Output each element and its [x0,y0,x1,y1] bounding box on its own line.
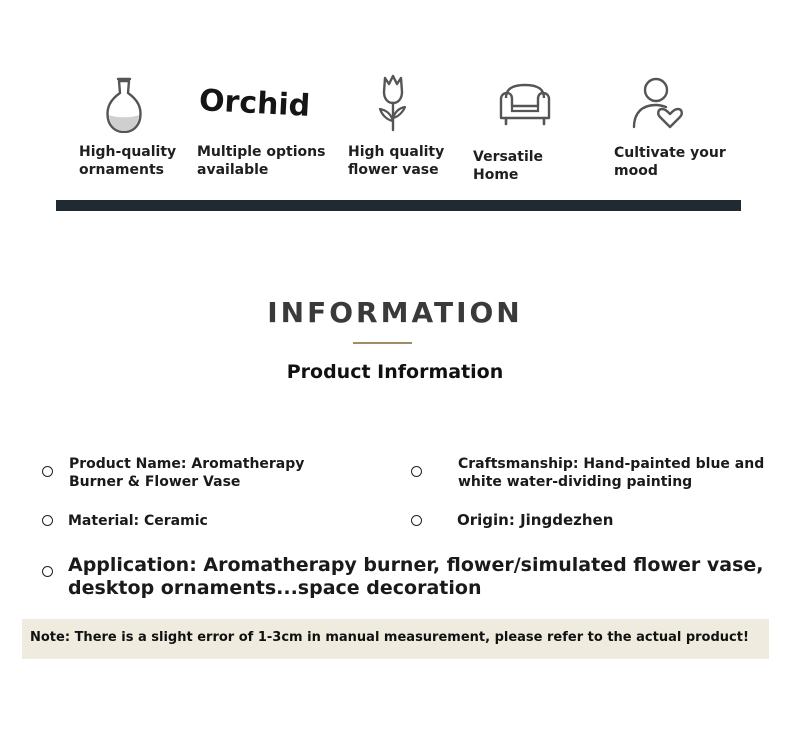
spec-material: Material: Ceramic [68,513,208,529]
feature-strip [0,0,790,200]
radio-bullet [42,466,53,477]
note-text: Note: There is a slight error of 1-3cm in manual measurement, please refer to the actual product! [30,630,749,645]
person-heart-icon [628,72,688,134]
feature-label: Cultivate your mood [614,145,726,179]
orchid-wordmark: Orchid [198,82,312,124]
spec-origin: Origin: Jingdezhen [457,511,614,529]
vase-icon [99,72,149,134]
section-heading: INFORMATION [267,296,523,329]
feature-item-ornaments [79,72,189,192]
feature-label: Multiple options available [197,144,326,178]
radio-bullet [42,566,53,577]
divider-bar [56,200,741,211]
heading-underline [353,342,412,344]
tulip-icon [370,72,416,134]
feature-item-options [197,72,327,192]
section-subheading: Product Information [286,361,504,383]
feature-label: High quality flower vase [348,144,445,178]
sofa-icon [495,72,555,134]
spec-application: Application: Aromatherapy burner, flower/simulated flower vase, desktop ornaments...space decoration [68,554,764,599]
note-banner [22,619,769,659]
feature-label: Versatile Home [473,149,544,183]
feature-label: High-quality ornaments [79,144,177,178]
radio-bullet [411,466,422,477]
radio-bullet [42,515,53,526]
feature-item-versatile [473,72,593,192]
spec-craftsmanship: Craftsmanship: Hand-painted blue and white water-dividing painting [458,456,765,490]
feature-item-mood [614,72,734,192]
spec-product-name: Product Name: Aromatherapy Burner & Flower Vase [69,456,305,490]
feature-item-flower-vase [348,72,458,192]
radio-bullet [411,515,422,526]
orchid-wordmark-logo [198,72,312,134]
